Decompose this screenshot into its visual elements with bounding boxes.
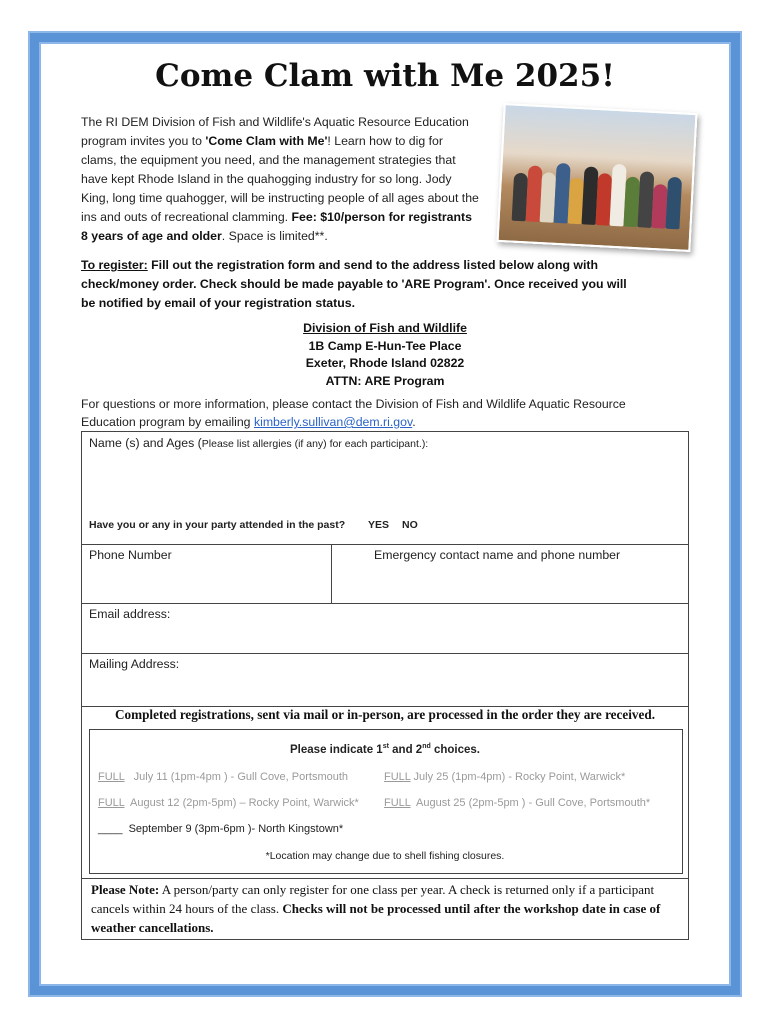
attended-question: Have you or any in your party attended in the past? [89, 519, 346, 531]
mailing-address-label: Mailing Address: [89, 657, 180, 671]
address-line: Exeter, Rhode Island 02822 [305, 356, 465, 370]
choices-heading: Please indicate 1st and 2nd choices. [290, 743, 480, 756]
address-line: Division of Fish and Wildlife [303, 321, 467, 335]
processing-order-note: Completed registrations, sent via mail or in-person, are processed in the order they are received. [114, 707, 655, 722]
choice-august-25[interactable]: FULL August 25 (2pm-5pm ) - Gull Cove, Portsmouth* [384, 797, 651, 809]
choice-september-9[interactable]: ____ September 9 (3pm-6pm )- North Kingstown* [98, 823, 344, 835]
register-instructions: To register: Fill out the registration form and send to the address listed below along with check/money order. Check should be made payable to 'ARE Program'. Once received you will be notified by email of your registration status. [81, 258, 627, 310]
contact-paragraph: For questions or more information, please contact the Division of Fish and Wildlife Aquatic Resource Education program by emailing kimberly.sullivan@dem.ri.gov. [81, 397, 626, 429]
email-address-label: Email address: [89, 607, 171, 621]
phone-number-label: Phone Number [89, 548, 172, 562]
choice-august-12[interactable]: FULL August 12 (2pm-5pm) – Rocky Point, Warwick* [98, 797, 359, 809]
email-address-field[interactable] [81, 603, 689, 654]
page-title: Come Clam with Me 2025! [155, 58, 615, 94]
names-ages-label: Name (s) and Ages (Please list allergies (if any) for each participant.): [89, 436, 429, 450]
attended-no-option[interactable]: NO [402, 519, 418, 531]
choice-july-11[interactable]: FULL July 11 (1pm-4pm ) - Gull Cove, Portsmouth [98, 771, 349, 783]
intro-paragraph: The RI DEM Division of Fish and Wildlife's Aquatic Resource Education program invites you to 'Come Clam with Me'! Learn how to dig for clams, the equipment you need, and the management strategies that have kept Rhode Island in the quahogging industry for so long. Jody King, long time quahogger, will be instructing people of all ages about the ins and outs of recreational clamming. Fee: $10/person for registrants 8 years of age and older. Space is limited**. [81, 115, 479, 243]
email-link[interactable]: kimberly.sullivan@dem.ri.gov [253, 415, 413, 429]
location-note: *Location may change due to shell fishing closures. [265, 850, 505, 862]
group-photo [496, 103, 697, 252]
attended-yes-option[interactable]: YES [368, 519, 390, 531]
address-line: ATTN: ARE Program [325, 373, 445, 388]
address-line: 1B Camp E-Hun-Tee Place [308, 338, 462, 353]
choice-july-25[interactable]: FULL July 25 (1pm-4pm) - Rocky Point, Warwick* [384, 771, 626, 783]
emergency-contact-label: Emergency contact name and phone number [374, 548, 621, 562]
please-note: Please Note: A person/party can only register for one class per year. A check is returned only if a participant cancels within 24 hours of the class. Checks will not be processed until after the workshop date in case of weather cancellations. [91, 882, 661, 935]
mailing-address-block [0, 320, 770, 390]
